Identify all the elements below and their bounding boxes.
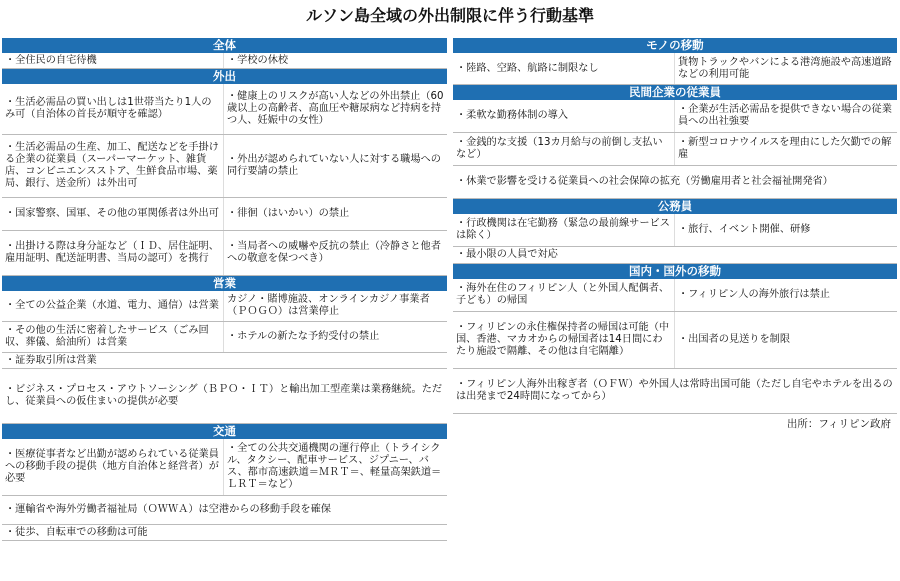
cell-full: ・最小限の人員で対応 bbox=[456, 249, 558, 260]
section-header-general: 全体 bbox=[2, 38, 447, 53]
table-row bbox=[2, 439, 447, 496]
cell-left: ・国家警察、国軍、その他の軍関係者は外出可 bbox=[2, 198, 224, 230]
cell-full: ・運輸省や海外労働者福祉局（ＯＷＷＡ）は空港からの移動手段を確保 bbox=[5, 504, 331, 515]
cell-left: ・柔軟な勤務体制の導入 bbox=[453, 100, 675, 132]
cell-right: ・フィリピン人の海外旅行は禁止 bbox=[678, 289, 830, 300]
cell-full: ・ビジネス・プロセス・アウトソーシング（ＢＰＯ・ＩＴ）と輸出加工型産業は業務継続。ただし、従業員への仮住まいの提供が必要 bbox=[5, 384, 443, 407]
table-row bbox=[2, 53, 447, 69]
left-column bbox=[2, 38, 447, 541]
table-row bbox=[2, 231, 447, 276]
section-header-private-employees: 民間企業の従業員 bbox=[453, 85, 897, 100]
table-row bbox=[2, 353, 447, 369]
cell-right: ・旅行、イベント開催、研修 bbox=[678, 224, 811, 235]
section-header-domestic-international-travel: 国内・国外の移動 bbox=[453, 264, 897, 279]
cell-left: ・医療従事者など出勤が認められている従業員への移動手段の提供（地方自治体と経営者）が必要 bbox=[2, 439, 224, 495]
cell-left: ・全住民の自宅待機 bbox=[2, 53, 224, 68]
table-row bbox=[453, 312, 897, 369]
table-row bbox=[2, 525, 447, 541]
cell-right: ・外出が認められていない人に対する職場への同行要請の禁止 bbox=[227, 154, 441, 177]
cell-right: ・企業が生活必需品を提供できない場合の従業員への出社強要 bbox=[678, 104, 892, 127]
table-row bbox=[2, 135, 447, 198]
table-row bbox=[453, 369, 897, 414]
table-row bbox=[2, 322, 447, 353]
cell-full: ・フィリピン人海外出稼ぎ者（ＯＦＷ）や外国人は常時出国可能（ただし自宅やホテルを出るのは出発まで24時間になってから） bbox=[456, 379, 893, 402]
table-row bbox=[453, 214, 897, 247]
cell-right: ・ホテルの新たな予約受付の禁止 bbox=[227, 331, 380, 342]
table-row bbox=[2, 496, 447, 525]
page-title: ルソン島全域の外出制限に伴う行動基準 bbox=[305, 6, 594, 25]
cell-left: ・フィリピンの永住権保持者の帰国は可能（中国、香港、マカオからの帰国者は14日間にわたり施設で隔離、その他は自宅隔離） bbox=[453, 312, 675, 368]
section-header-goods: モノの移動 bbox=[453, 38, 897, 53]
section-header-transport: 交通 bbox=[2, 424, 447, 439]
table-row bbox=[2, 84, 447, 135]
cell-right: ・健康上のリスクが高い人などの外出禁止（60歳以上の高齢者、高血圧や糖尿病など持病を持つ人、妊娠中の女性） bbox=[227, 91, 444, 126]
cell-left: ・金銭的な支援（13カ月給与の前倒し支払いなど） bbox=[453, 133, 675, 165]
table-row bbox=[2, 369, 447, 424]
cell-left: ・陸路、空路、航路に制限なし bbox=[453, 53, 675, 84]
cell-right: カジノ・賭博施設、オンラインカジノ事業者（ＰＯＧＯ）は営業停止 bbox=[227, 294, 430, 317]
table-row bbox=[2, 198, 447, 231]
cell-left: ・生活必需品の生産、加工、配送などを手掛ける企業の従業員（スーパーマーケット、雑貨店、コンビニエンスストア、生鮮食品市場、薬局、銀行、送金所）は外出可 bbox=[2, 135, 224, 197]
cell-right: ・徘徊（はいかい）の禁止 bbox=[227, 208, 350, 219]
cell-left: ・海外在住のフィリピン人（と外国人配偶者、子ども）の帰国 bbox=[453, 279, 675, 311]
table-row bbox=[453, 279, 897, 312]
cell-right: 貨物トラックやバンによる港湾施設や高速道路などの利用可能 bbox=[678, 56, 892, 80]
cell-left: ・行政機関は在宅勤務（緊急の最前線サービスは除く） bbox=[453, 214, 675, 246]
source-note: 出所：フィリピン政府 bbox=[786, 418, 891, 430]
cell-right: ・出国者の見送りを制限 bbox=[678, 334, 791, 345]
cell-left: ・全ての公益企業（水道、電力、通信）は営業 bbox=[2, 291, 224, 321]
table-row bbox=[453, 100, 897, 133]
cell-full: ・証券取引所は営業 bbox=[5, 354, 97, 366]
cell-right: ・学校の休校 bbox=[227, 54, 289, 66]
table-row bbox=[453, 247, 897, 264]
cell-full: ・休業で影響を受ける従業員への社会保障の拡充（労働雇用者と社会福祉開発省） bbox=[456, 176, 833, 187]
cell-right: ・新型コロナウイルスを理由にした欠勤での解雇 bbox=[678, 137, 892, 160]
table-row bbox=[453, 166, 897, 199]
table-row bbox=[2, 291, 447, 322]
table-row bbox=[453, 133, 897, 166]
cell-full: ・徒歩、自転車での移動は可能 bbox=[5, 526, 148, 538]
cell-left: ・出掛ける際は身分証など（ＩＤ、居住証明、雇用証明、配送証明書、当局の認可）を携行 bbox=[2, 231, 224, 275]
cell-left: ・生活必需品の買い出しは1世帯当たり1人のみ可（自治体の首長が順守を確認） bbox=[2, 84, 224, 134]
section-header-business: 営業 bbox=[2, 276, 447, 291]
section-header-going-out: 外出 bbox=[2, 69, 447, 84]
cell-right: ・全ての公共交通機関の運行停止（トライシクル、タクシー、配車サービス、ジプニー、バス、都市高速鉄道＝ＭＲＴ＝、軽量高架鉄道＝ＬＲＴ＝など） bbox=[227, 443, 442, 490]
section-header-civil-servants: 公務員 bbox=[453, 199, 897, 214]
cell-left: ・その他の生活に密着したサービス（ごみ回収、葬儀、給油所）は営業 bbox=[2, 322, 224, 352]
right-column bbox=[453, 38, 897, 430]
cell-right: ・当局者への威嚇や反抗の禁止（冷静さと他者への敬意を保つべき） bbox=[227, 241, 441, 264]
table-row bbox=[453, 53, 897, 85]
